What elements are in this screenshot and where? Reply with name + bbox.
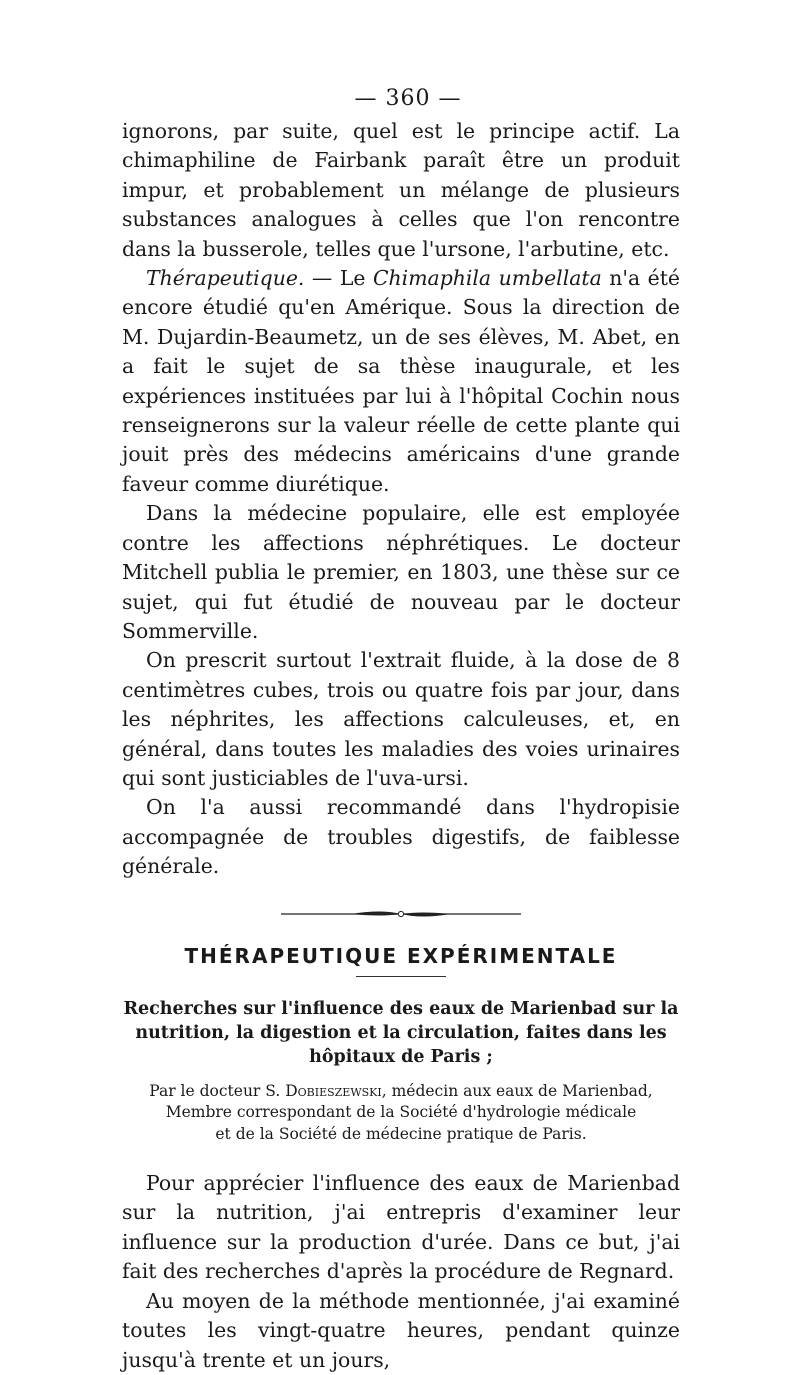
byline-prefix: Par le docteur S. — [149, 1081, 286, 1100]
page-number: — 360 — — [354, 86, 462, 111]
paragraph-continuation: ignorons, par suite, quel est le principe actif. La chimaphiline de Fairbank paraît être un produit impur, et probablement un mélange de plusieurs substances analogues à celles que l'on rencontre dans la busserole, telles que l'ursone, l'arbutine, etc. — [122, 119, 680, 261]
paragraph-lead: Thérapeutique. — [146, 266, 305, 291]
paragraph-hydropisie: On l'a aussi recommandé dans l'hydropisie accompagnée de troubles digestifs, de faiblesse générale. — [122, 795, 680, 879]
paragraph-therapeutique — [122, 264, 680, 499]
paragraph-nutrition: Pour apprécier l'influence des eaux de Marienbad sur la nutrition, j'ai entrepris d'examiner leur influence sur la production d'urée. Dans ce but, j'ai fait des recherches d'après la procédure de Regnard. — [122, 1171, 680, 1284]
paragraph-posologie: On prescrit surtout l'extrait fluide, à la dose de 8 centimètres cubes, trois ou quatre fois par jour, dans les néphrites, les affections calculeuses, et, en général, dans toutes les maladies des voies urinaires qui sont justiciables de l'uva-ursi. — [122, 648, 680, 790]
byline-line-1 — [122, 1081, 680, 1103]
ornamental-divider — [281, 908, 521, 920]
article-title: Recherches sur l'influence des eaux de Marienbad sur la nutrition, la digestion et la circulation, faites dans les hôpitaux de Paris ; — [123, 998, 679, 1067]
species-name: Chimaphila umbellata — [372, 266, 602, 291]
byline — [122, 1081, 680, 1146]
section-title: THÉRAPEUTIQUE EXPÉRIMENTALE — [184, 943, 618, 968]
byline-affiliation: , médecin aux eaux de Marienbad, — [381, 1081, 653, 1100]
byline-line-3: et de la Société de médecine pratique de Paris. — [215, 1124, 587, 1143]
title-rule — [356, 976, 446, 977]
byline-line-2: Membre correspondant de la Société d'hydrologie médicale — [165, 1103, 637, 1122]
book-page — [122, 86, 680, 1375]
author-name: Dobieszewski — [285, 1081, 382, 1100]
paragraph-methode: Au moyen de la méthode mentionnée, j'ai examiné toutes les vingt-quatre heures, pendant quinze jusqu'à trente et un jours, — [122, 1288, 680, 1372]
paragraph-separator: — Le — [304, 266, 373, 291]
paragraph-medecine-populaire: Dans la médecine populaire, elle est employée contre les affections néphrétiques. Le docteur Mitchell publia le premier, en 1803, une thèse sur ce sujet, qui fut étudié de nouveau par le docteur Sommerville. — [122, 501, 680, 643]
paragraph-rest: n'a été encore étudié qu'en Amérique. Sous la direction de M. Dujardin-Beaumetz, un de ses élèves, M. Abet, en a fait le sujet de sa thèse inaugurale, et les expériences instituées par lui à l'hôpital Cochin nous renseignerons sur la valeur réelle de cette plante qui jouit près des médecins américains d'une grande faveur comme diurétique. — [122, 266, 680, 496]
